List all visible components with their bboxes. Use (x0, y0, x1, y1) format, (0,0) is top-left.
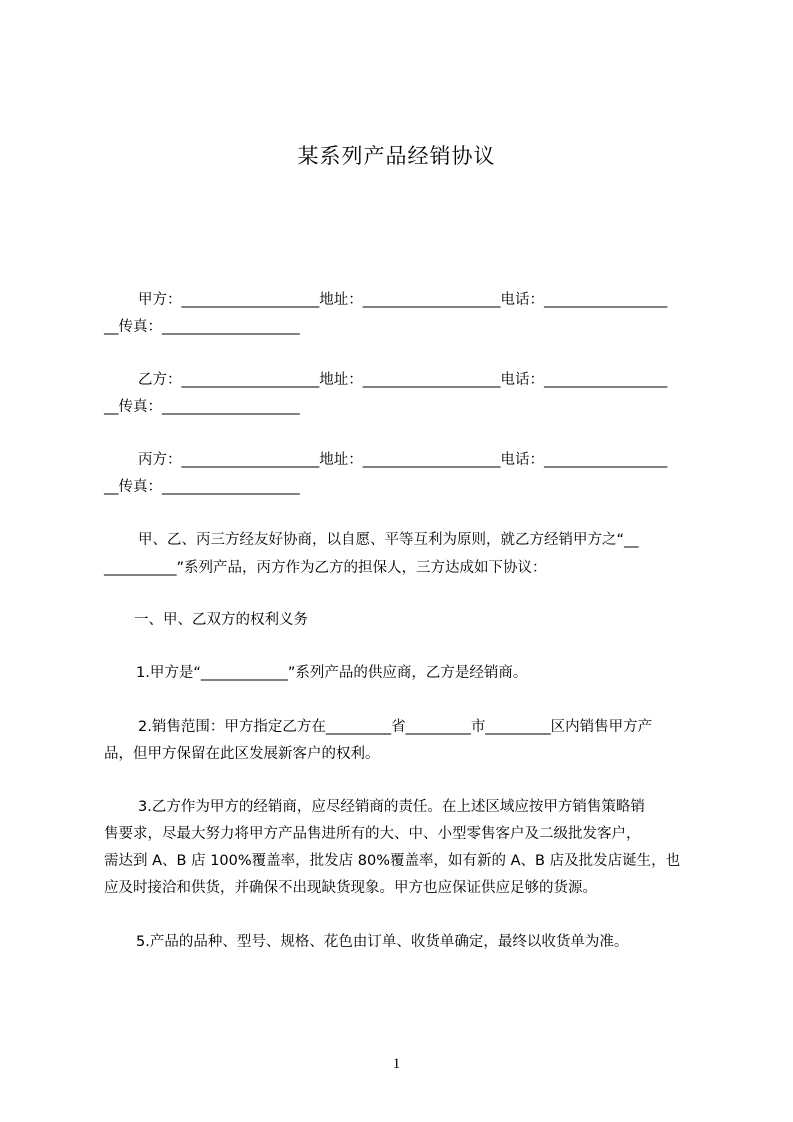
clause1: 1.甲方是“____________”系列产品的供应商，乙方是经销商。 (136, 665, 528, 681)
party-a-line1: 甲方：___________________地址：___________________电话：_________________ (138, 292, 668, 308)
clause5: 5.产品的品种、型号、规格、花色由订单、收货单确定，最终以收货单为准。 (136, 934, 629, 950)
clause3-line4: 应及时接洽和供货，并确保不出现缺货现象。甲方也应保证供应足够的货源。 (104, 880, 597, 896)
clause3-line1: 3.乙方作为甲方的经销商，应尽经销商的责任。在上述区域应按甲方销售策略销 (138, 799, 645, 815)
party-c-line2: __传真：___________________ (104, 479, 300, 495)
clause3-line3: 需达到 A、B 店 100%覆盖率，批发店 80%覆盖率，如有新的 A、B 店及批发店诞生，也 (104, 853, 681, 869)
party-a-line2: __传真：___________________ (104, 319, 300, 335)
document-title: 某系列产品经销协议 (297, 144, 496, 168)
party-b-line1: 乙方：___________________地址：___________________电话：_________________ (138, 372, 668, 388)
intro-line2: __________”系列产品，丙方作为乙方的担保人，三方达成如下协议： (104, 560, 547, 576)
section1-heading: 一、甲、乙双方的权利义务 (134, 612, 308, 628)
intro-line1: 甲、乙、丙三方经友好协商，以自愿、平等互利为原则，就乙方经销甲方之“__ (138, 532, 639, 548)
page-number: 1 (392, 1056, 401, 1072)
clause3-line2: 售要求，尽最大努力将甲方产品售进所有的大、中、小型零售客户及二级批发客户， (104, 826, 641, 842)
clause2-line2: 品，但甲方保留在此区发展新客户的权利。 (104, 746, 380, 762)
party-b-line2: __传真：___________________ (104, 399, 300, 415)
clause2-line1: 2.销售范围：甲方指定乙方在_________省_________市_________区内销售甲方产 (138, 719, 653, 735)
party-c-line1: 丙方：___________________地址：___________________电话：_________________ (138, 452, 668, 468)
